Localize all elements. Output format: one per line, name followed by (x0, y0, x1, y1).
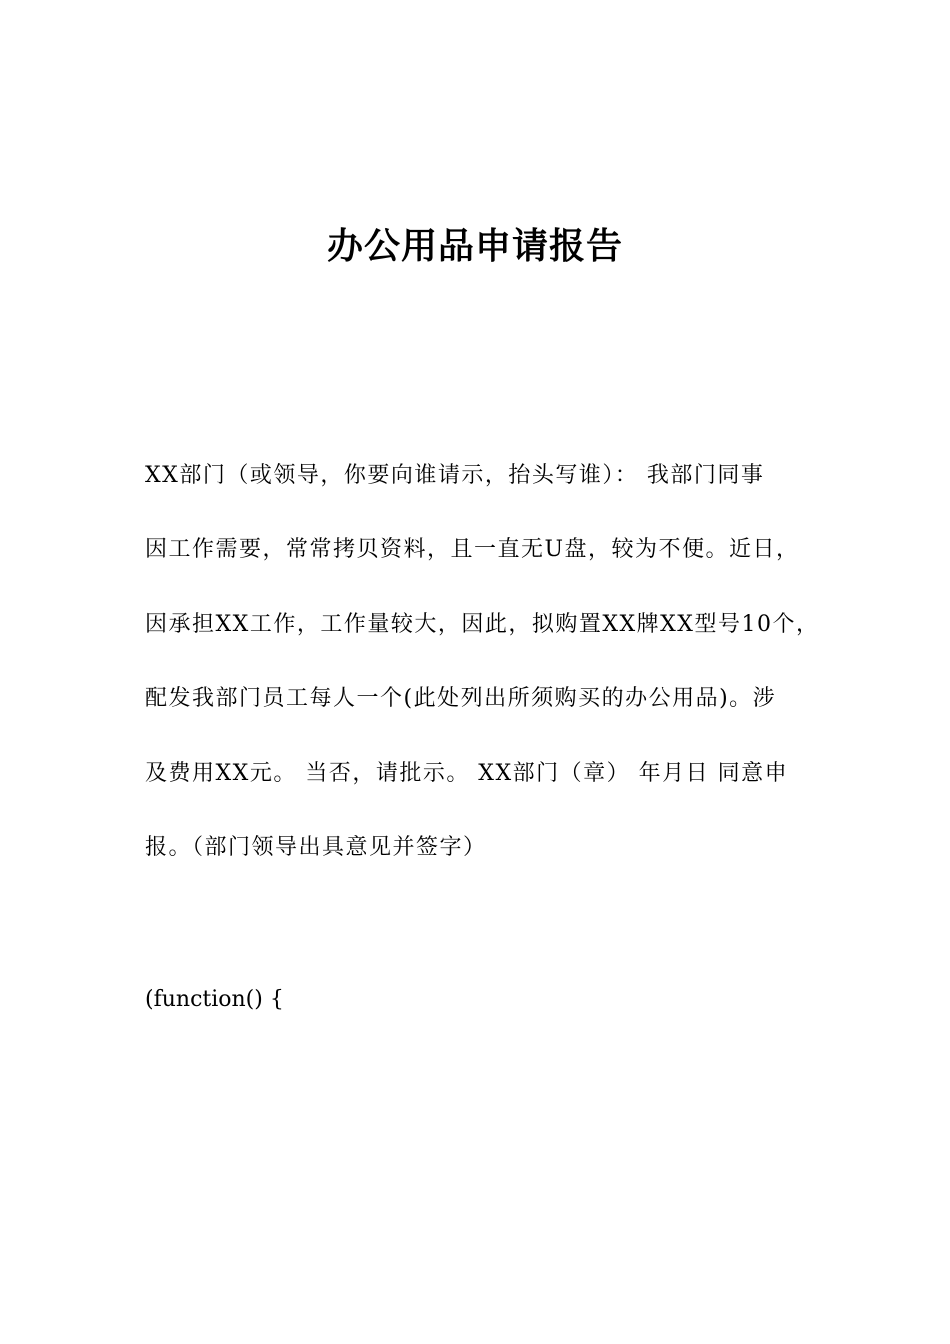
document-title: 办公用品申请报告 (326, 226, 623, 267)
body-line-2: 因工作需要，常常拷贝资料，且一直无U盘，较为不便。近日， (145, 537, 800, 562)
body-line-6: 报。（部门领导出具意见并签字） (145, 835, 487, 860)
body-line-4: 配发我部门员工每人一个(此处列出所须购买的办公用品)。涉 (145, 686, 777, 711)
body-line-3: 因承担XX工作，工作量较大，因此，拟购置XX牌XX型号10个， (145, 612, 820, 637)
body-line-5: 及费用XX元。 当否，请批示。 XX部门（章） 年月日 同意申 (145, 761, 789, 786)
code-fragment: (function() { (145, 987, 284, 1012)
body-line-1: XX部门（或领导，你要向谁请示，抬头写谁）： 我部门同事 (145, 463, 765, 488)
